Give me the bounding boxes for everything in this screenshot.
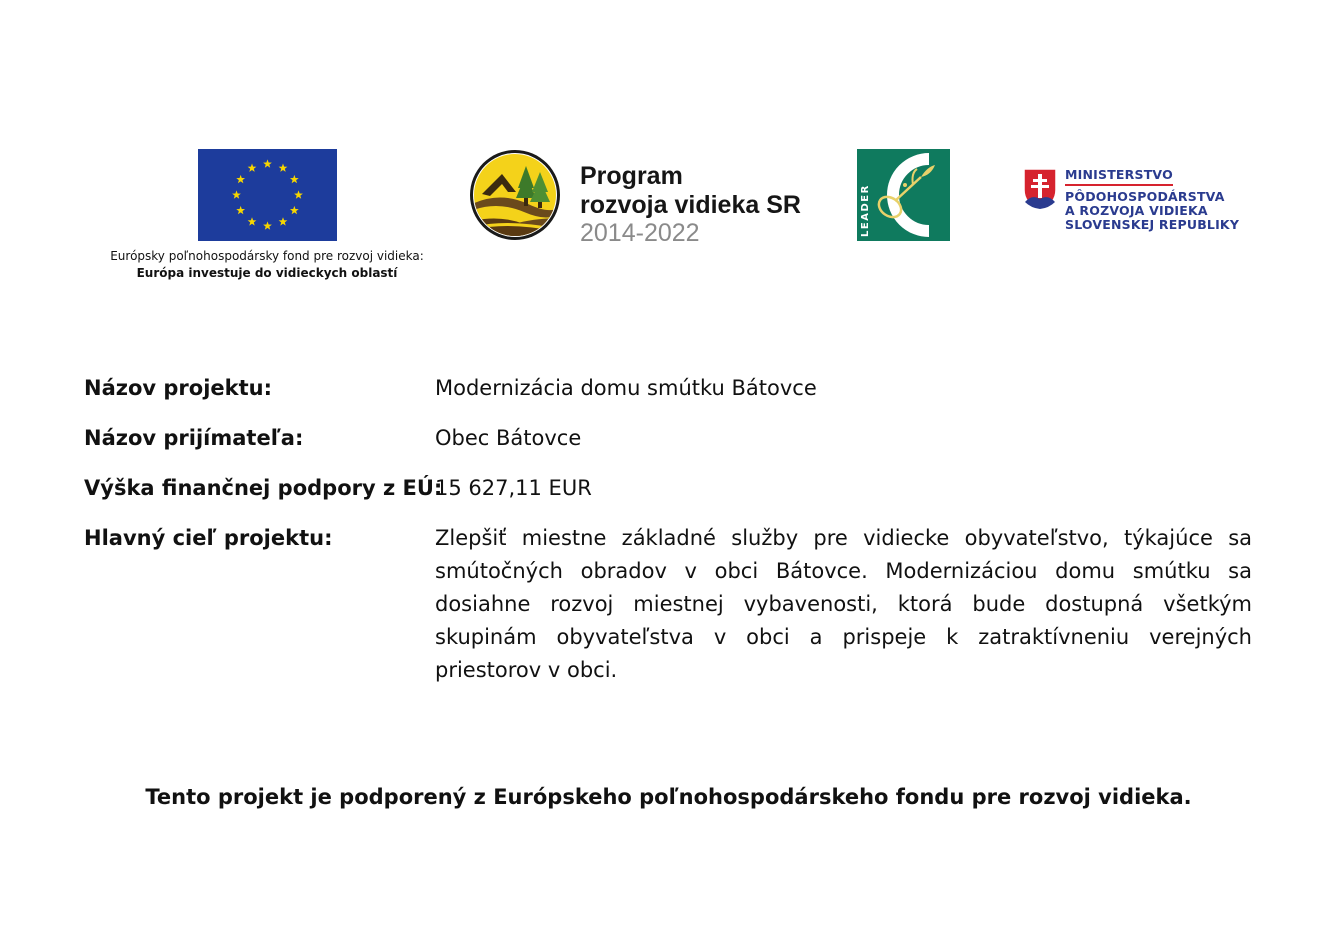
funding-row xyxy=(84,472,1252,506)
recipient-row xyxy=(84,422,1252,456)
recipient-value: Obec Bátovce xyxy=(435,426,582,450)
funding-label: Výška finančnej podpory z EÚ: xyxy=(84,476,443,500)
goal-value: Zlepšiť miestne základné služby pre vidiecke obyvateľstvo, týkajúce sa smútočných obradov v obci Bátovce. Modernizáciou domu smútku sa dosiahne rozvoj miestnej vybavenosti, ktorá bude dostupná všetkým skupinám obyvateľstva v obci a prispeje k zatraktívneniu verejných priestorov v obci. xyxy=(435,526,1252,682)
ministry-line4: SLOVENSKEJ REPUBLIKY xyxy=(1065,217,1240,232)
ministry-line1: MINISTERSTVO xyxy=(1065,168,1173,186)
ministry-line3: A ROZVOJA VIDIEKA xyxy=(1065,203,1208,218)
prv-logo-text xyxy=(580,162,801,247)
goal-row xyxy=(84,522,1252,687)
eu-caption-line1: Európsky poľnohospodársky fond pre rozvoj vidieka: xyxy=(110,249,424,263)
project-info xyxy=(84,372,1252,703)
project-name-value: Modernizácia domu smútku Bátovce xyxy=(435,376,817,400)
prv-title-line1: Program xyxy=(580,162,683,190)
leader-logo xyxy=(857,149,950,241)
slovak-coat-of-arms-icon xyxy=(1023,168,1057,210)
prv-emblem-logo xyxy=(468,148,562,242)
ministry-name xyxy=(1065,168,1239,232)
project-name-row xyxy=(84,372,1252,406)
ministry-logo xyxy=(1023,168,1263,238)
recipient-label: Názov prijímateľa: xyxy=(84,426,304,450)
leader-label: LEADER xyxy=(860,184,871,237)
eu-flag-logo xyxy=(198,149,337,241)
funding-statement: Tento projekt je podporený z Európskeho poľnohospodárskeho fondu pre rozvoj vidieka. xyxy=(145,785,1192,809)
goal-label: Hlavný cieľ projektu: xyxy=(84,526,333,550)
project-name-label: Názov projektu: xyxy=(84,376,273,400)
prv-title-line2: rozvoja vidieka SR xyxy=(580,191,801,219)
prv-period: 2014-2022 xyxy=(580,219,700,247)
eu-caption-line2: Európa investuje do vidieckych oblastí xyxy=(136,266,398,280)
eu-fund-caption xyxy=(86,248,448,282)
ministry-line2: PÔDOHOSPODÁRSTVA xyxy=(1065,189,1225,204)
funding-value: 15 627,11 EUR xyxy=(435,476,592,500)
